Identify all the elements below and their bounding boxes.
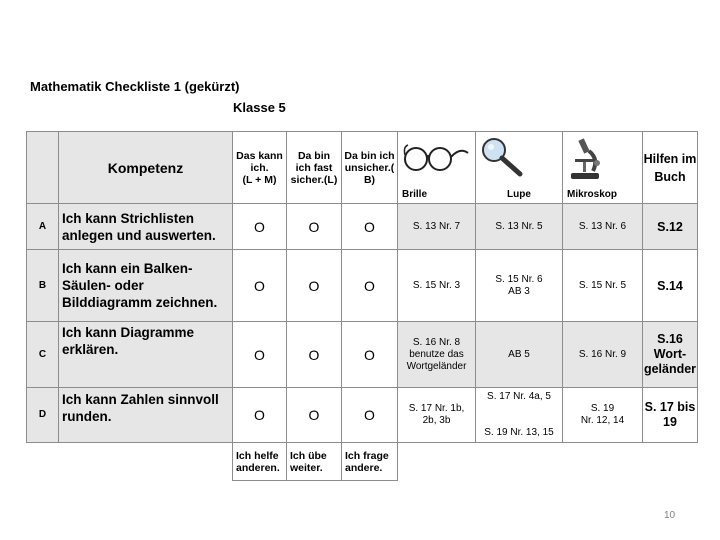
table-row bbox=[27, 322, 698, 388]
checklist-table bbox=[26, 131, 698, 481]
lupe-ref: S. 15 Nr. 6 AB 3 bbox=[476, 250, 563, 322]
option-circle[interactable]: O bbox=[233, 250, 287, 322]
table-row bbox=[27, 388, 698, 443]
brille-ref: S. 16 Nr. 8 benutze das Wortgeländer bbox=[398, 322, 476, 388]
page-number: 10 bbox=[664, 510, 676, 521]
row-letter: D bbox=[27, 388, 59, 443]
competency-text: Ich kann Diagramme erklären. bbox=[59, 322, 233, 388]
header-row bbox=[27, 132, 698, 204]
lupe-ref: S. 13 Nr. 5 bbox=[476, 204, 563, 250]
option-circle[interactable]: O bbox=[233, 388, 287, 443]
mikroskop-ref: S. 13 Nr. 6 bbox=[563, 204, 643, 250]
row-letter: B bbox=[27, 250, 59, 322]
mikroskop-ref: S. 15 Nr. 5 bbox=[563, 250, 643, 322]
microscope-icon bbox=[567, 137, 607, 183]
mikroskop-label: Mikroskop bbox=[567, 188, 618, 200]
brille-ref: S. 13 Nr. 7 bbox=[398, 204, 476, 250]
footer-row bbox=[27, 443, 698, 481]
brille-ref: S. 15 Nr. 3 bbox=[398, 250, 476, 322]
header-letter-cell bbox=[27, 132, 59, 204]
option-circle[interactable]: O bbox=[342, 322, 398, 388]
table-row bbox=[27, 250, 698, 322]
hilfen-ref: S.12 bbox=[643, 204, 698, 250]
mikroskop-ref: S. 19 Nr. 12, 14 bbox=[563, 388, 643, 443]
brille-label: Brille bbox=[402, 188, 428, 200]
header-brille bbox=[398, 132, 476, 204]
header-mikroskop bbox=[563, 132, 643, 204]
option-circle[interactable]: O bbox=[233, 204, 287, 250]
footer-ich-helfe: Ich helfe anderen. bbox=[233, 443, 287, 481]
header-hilfen: Hilfen im Buch bbox=[643, 132, 698, 204]
option-circle[interactable]: O bbox=[287, 250, 342, 322]
option-circle[interactable]: O bbox=[287, 322, 342, 388]
hilfen-ref: S.16 Wort- geländer bbox=[643, 322, 698, 388]
option-circle[interactable]: O bbox=[287, 388, 342, 443]
row-letter: A bbox=[27, 204, 59, 250]
lupe-label: Lupe bbox=[507, 188, 531, 200]
competency-text: Ich kann Strichlisten anlegen und auswerten. bbox=[59, 204, 233, 250]
hilfen-ref: S.14 bbox=[643, 250, 698, 322]
lupe-ref: AB 5 bbox=[476, 322, 563, 388]
option-circle[interactable]: O bbox=[233, 322, 287, 388]
document-subtitle: Klasse 5 bbox=[233, 100, 286, 115]
brille-ref: S. 17 Nr. 1b, 2b, 3b bbox=[398, 388, 476, 443]
magnifier-icon bbox=[480, 137, 530, 177]
competency-text: Ich kann Zahlen sinnvoll runden. bbox=[59, 388, 233, 443]
table-row bbox=[27, 204, 698, 250]
lupe-ref-bottom: S. 19 Nr. 13, 15 bbox=[484, 427, 554, 438]
lupe-ref-top: S. 17 Nr. 4a, 5 bbox=[487, 391, 551, 402]
glasses-icon bbox=[402, 137, 470, 175]
option-circle[interactable]: O bbox=[287, 204, 342, 250]
lupe-ref bbox=[476, 388, 563, 443]
option-circle[interactable]: O bbox=[342, 250, 398, 322]
footer-ich-uebe: Ich übe weiter. bbox=[287, 443, 342, 481]
document-title: Mathematik Checkliste 1 (gekürzt) bbox=[30, 79, 240, 94]
footer-ich-frage: Ich frage andere. bbox=[342, 443, 398, 481]
header-unsicher: Da bin ich unsicher.( B) bbox=[342, 132, 398, 204]
option-circle[interactable]: O bbox=[342, 388, 398, 443]
header-das-kann-ich: Das kann ich. (L + M) bbox=[233, 132, 287, 204]
mikroskop-ref: S. 16 Nr. 9 bbox=[563, 322, 643, 388]
header-fast-sicher: Da bin ich fast sicher.(L) bbox=[287, 132, 342, 204]
header-lupe bbox=[476, 132, 563, 204]
competency-text: Ich kann ein Balken- Säulen- oder Bilddiagramm zeichnen. bbox=[59, 250, 233, 322]
option-circle[interactable]: O bbox=[342, 204, 398, 250]
header-kompetenz: Kompetenz bbox=[59, 132, 233, 204]
row-letter: C bbox=[27, 322, 59, 388]
hilfen-ref: S. 17 bis 19 bbox=[643, 388, 698, 443]
